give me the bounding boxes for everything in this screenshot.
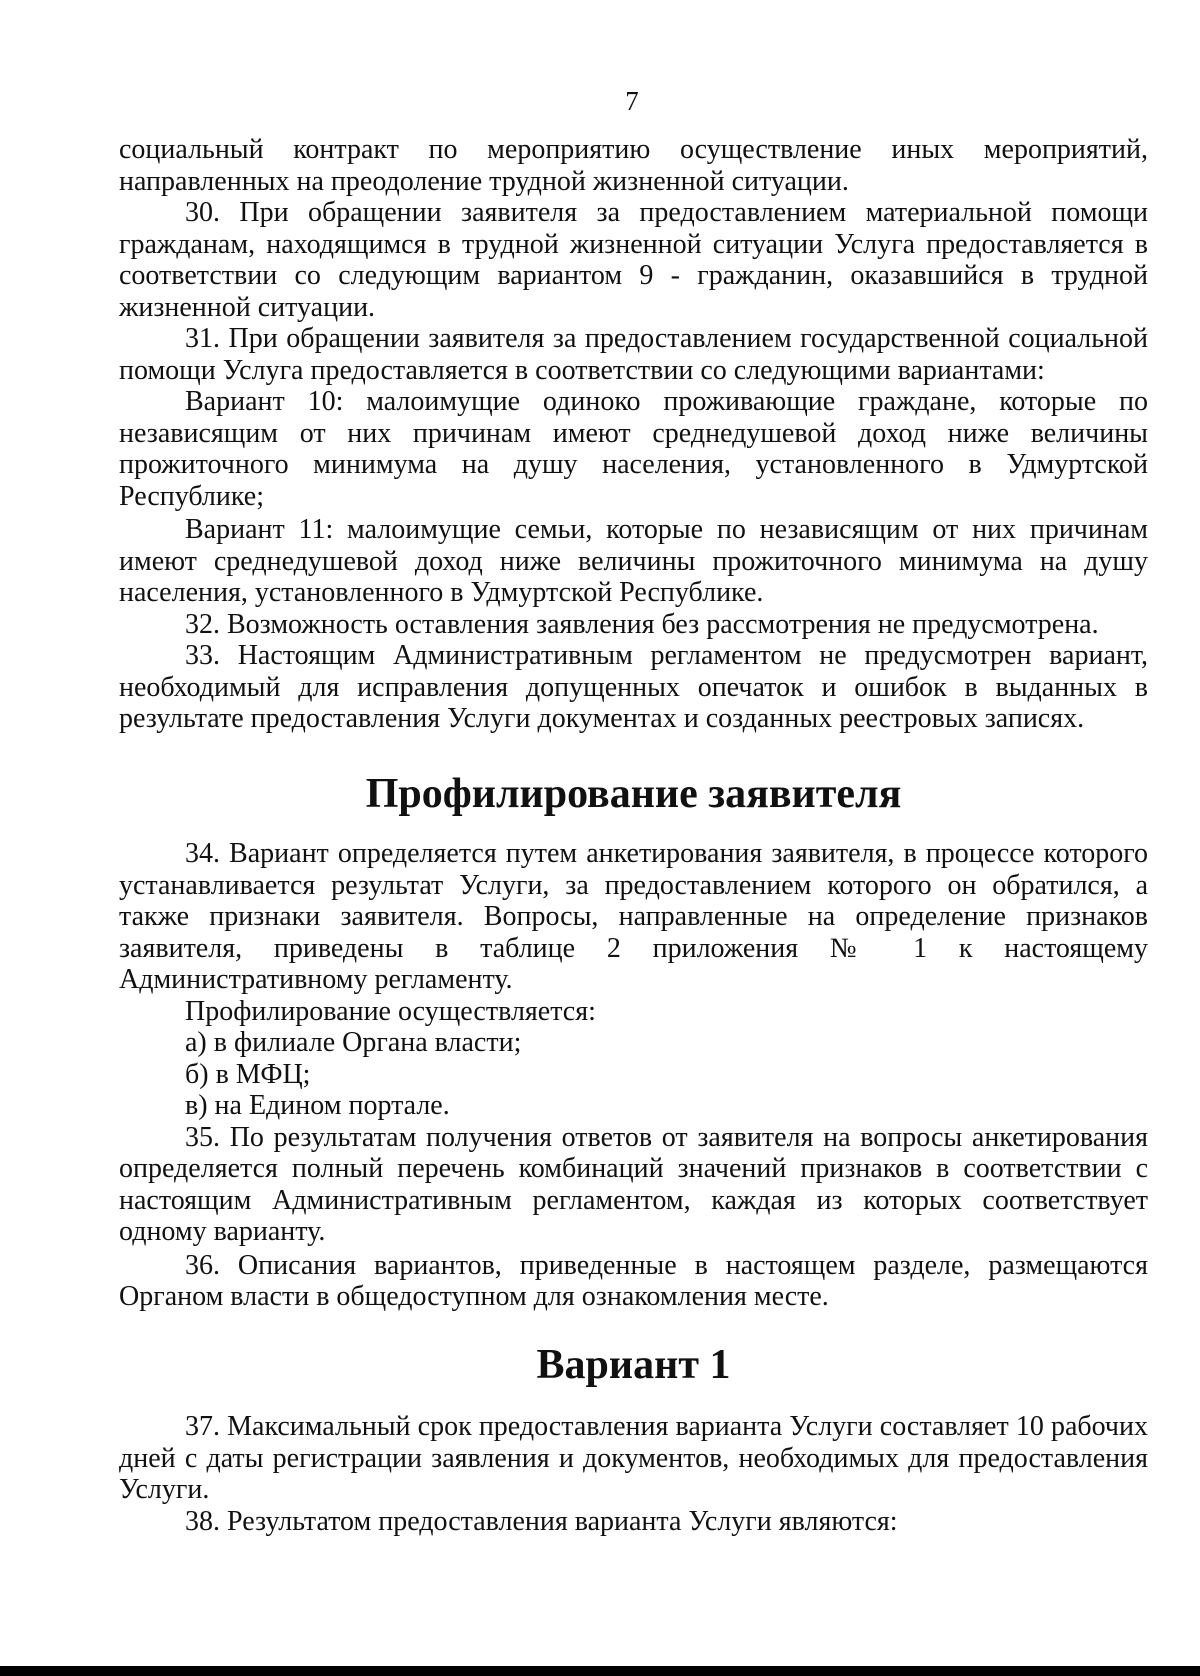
paragraph-continuation: социальный контракт по мероприятию осуществление иных мероприятий, направленных на преодоление трудной жизненной ситуации. xyxy=(119,134,1148,197)
section-heading-variant-1: Вариант 1 xyxy=(536,1341,731,1388)
list-item-a: а) в филиале Органа власти; xyxy=(185,1027,522,1058)
paragraph-33: 33. Настоящим Административным регламентом не предусмотрен вариант, необходимый для исправления допущенных опечаток и ошибок в выданных в результате предоставления Услуги документах и созданных реестровых записях. xyxy=(119,640,1148,734)
list-item-b: б) в МФЦ; xyxy=(185,1058,311,1090)
section-heading-profiling: Профилирование заявителя xyxy=(365,770,902,817)
paragraph-profiling-intro: Профилирование осуществляется: xyxy=(185,995,596,1027)
list-item-v: в) на Едином портале. xyxy=(185,1090,450,1121)
paragraph-30: 30. При обращении заявителя за предоставлением материальной помощи гражданам, находящимся в трудной жизненной ситуации Услуга предоставляется в соответствии со следующим вариантом 9 - гражданин, оказавшийся в трудной жизненной ситуации. xyxy=(119,197,1148,323)
scan-border xyxy=(0,1666,1200,1676)
paragraph-31: 31. При обращении заявителя за предоставлением государственной социальной помощи Услуга предоставляется в соответствии со следующими вариантами: xyxy=(119,323,1148,386)
paragraph-35: 35. По результатам получения ответов от заявителя на вопросы анкетирования определяется полный перечень комбинаций значений признаков в соответствии с настоящим Административным регламентом, каждая из которых соответствует одному варианту. xyxy=(119,1121,1148,1247)
paragraph-37: 37. Максимальный срок предоставления варианта Услуги составляет 10 рабочих дней с даты регистрации заявления и документов, необходимых для предоставления Услуги. xyxy=(119,1411,1148,1505)
paragraph-32: 32. Возможность оставления заявления без рассмотрения не предусмотрена. xyxy=(185,608,1099,640)
page-number: 7 xyxy=(625,86,639,116)
paragraph-36: 36. Описания вариантов, приведенные в настоящем разделе, размещаются Органом власти в общедоступном для ознакомления месте. xyxy=(119,1249,1148,1312)
paragraph-variant-10: Вариант 10: малоимущие одиноко проживающие граждане, которые по независящим от них причинам имеют среднедушевой доход ниже величины прожиточного минимума на душу населения, установленного в Удмуртской Республике; xyxy=(119,386,1148,512)
paragraph-34: 34. Вариант определяется путем анкетирования заявителя, в процессе которого устанавливается результат Услуги, за предоставлением которого он обратился, а также признаки заявителя. Вопросы, направленные на определение признаков заявителя, приведены в таблице 2 приложения № 1 к настоящему Административному регламенту. xyxy=(119,838,1148,995)
paragraph-38: 38. Результатом предоставления варианта Услуги являются: xyxy=(185,1505,898,1537)
document-body xyxy=(119,134,1148,1537)
paragraph-variant-11: Вариант 11: малоимущие семьи, которые по независящим от них причинам имеют среднедушевой доход ниже величины прожиточного минимума на душу населения, установленного в Удмуртской Республике. xyxy=(119,514,1148,608)
